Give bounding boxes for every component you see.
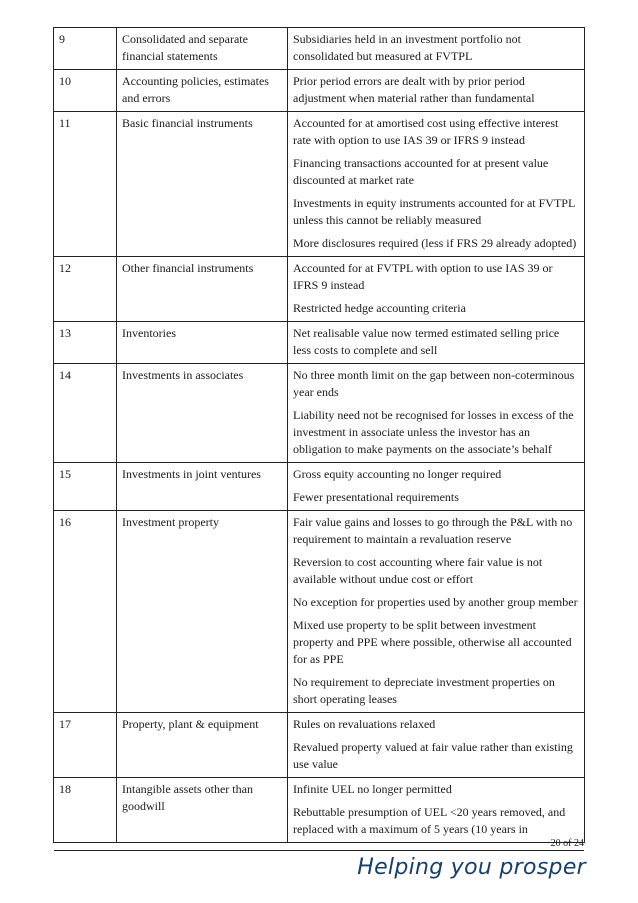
- change-item: Prior period errors are dealt with by prior period adjustment when material rather than fundamental: [293, 74, 535, 105]
- change-item: Fewer presentational requirements: [293, 490, 459, 504]
- changes-cell: [288, 511, 585, 713]
- changes-cell: [288, 112, 585, 257]
- table-row: [54, 778, 585, 843]
- table-row: [54, 322, 585, 364]
- section-number: 12: [54, 257, 117, 322]
- change-item: Infinite UEL no longer permitted: [293, 782, 452, 796]
- section-title: Basic financial instruments: [117, 112, 288, 257]
- change-item: No three month limit on the gap between non-coterminous year ends: [293, 368, 575, 399]
- section-number: 14: [54, 364, 117, 463]
- table-row: [54, 28, 585, 70]
- table-body: [54, 28, 585, 843]
- brand-tagline: Helping you prosper: [357, 855, 586, 880]
- section-title: Consolidated and separate financial statements: [117, 28, 288, 70]
- section-number: 18: [54, 778, 117, 843]
- section-title: Other financial instruments: [117, 257, 288, 322]
- change-item: Liability need not be recognised for losses in excess of the investment in associate unless the investor has an obligation to make payments on the associate’s behalf: [293, 408, 574, 456]
- change-item: Mixed use property to be split between investment property and PPE where possible, otherwise all accounted for as PPE: [293, 618, 572, 666]
- table-row: [54, 112, 585, 257]
- changes-cell: [288, 322, 585, 364]
- section-number: 11: [54, 112, 117, 257]
- change-item: No exception for properties used by another group member: [293, 595, 578, 609]
- section-number: 16: [54, 511, 117, 713]
- page-number: 20 of 24: [550, 838, 584, 849]
- section-number: 17: [54, 713, 117, 778]
- change-item: Rules on revaluations relaxed: [293, 717, 436, 731]
- table-row: [54, 463, 585, 511]
- section-number: 15: [54, 463, 117, 511]
- change-item: Accounted for at FVTPL with option to use IAS 39 or IFRS 9 instead: [293, 261, 553, 292]
- changes-cell: [288, 28, 585, 70]
- change-item: Subsidiaries held in an investment portfolio not consolidated but measured at FVTPL: [293, 32, 521, 63]
- changes-cell: [288, 713, 585, 778]
- section-title: Inventories: [117, 322, 288, 364]
- change-item: Investments in equity instruments accounted for at FVTPL unless this cannot be reliably measured: [293, 196, 575, 227]
- section-number: 13: [54, 322, 117, 364]
- changes-cell: [288, 778, 585, 843]
- section-title: Investment property: [117, 511, 288, 713]
- section-title: Accounting policies, estimates and errors: [117, 70, 288, 112]
- changes-cell: [288, 70, 585, 112]
- section-title: Intangible assets other than goodwill: [117, 778, 288, 843]
- table-row: [54, 70, 585, 112]
- table-row: [54, 257, 585, 322]
- section-title: Investments in joint ventures: [117, 463, 288, 511]
- change-item: More disclosures required (less if FRS 29 already adopted): [293, 236, 577, 250]
- change-item: Rebuttable presumption of UEL <20 years removed, and replaced with a maximum of 5 years (10 years in: [293, 805, 566, 836]
- change-item: Fair value gains and losses to go through the P&L with no requirement to maintain a revaluation reserve: [293, 515, 573, 546]
- section-number: 10: [54, 70, 117, 112]
- section-number: 9: [54, 28, 117, 70]
- change-item: Restricted hedge accounting criteria: [293, 301, 466, 315]
- change-item: No requirement to depreciate investment properties on short operating leases: [293, 675, 555, 706]
- changes-cell: [288, 257, 585, 322]
- footer-divider: [54, 850, 584, 851]
- table-row: [54, 364, 585, 463]
- section-title: Property, plant & equipment: [117, 713, 288, 778]
- change-item: Gross equity accounting no longer required: [293, 467, 502, 481]
- change-item: Accounted for at amortised cost using effective interest rate with option to use IAS 39 or IFRS 9 instead: [293, 116, 559, 147]
- change-item: Net realisable value now termed estimated selling price less costs to complete and sell: [293, 326, 560, 357]
- table-row: [54, 511, 585, 713]
- sections-table: [53, 27, 585, 843]
- change-item: Reversion to cost accounting where fair value is not available without undue cost or effort: [293, 555, 543, 586]
- change-item: Revalued property valued at fair value rather than existing use value: [293, 740, 573, 771]
- changes-cell: [288, 364, 585, 463]
- changes-cell: [288, 463, 585, 511]
- section-title: Investments in associates: [117, 364, 288, 463]
- table-row: [54, 713, 585, 778]
- change-item: Financing transactions accounted for at present value discounted at market rate: [293, 156, 549, 187]
